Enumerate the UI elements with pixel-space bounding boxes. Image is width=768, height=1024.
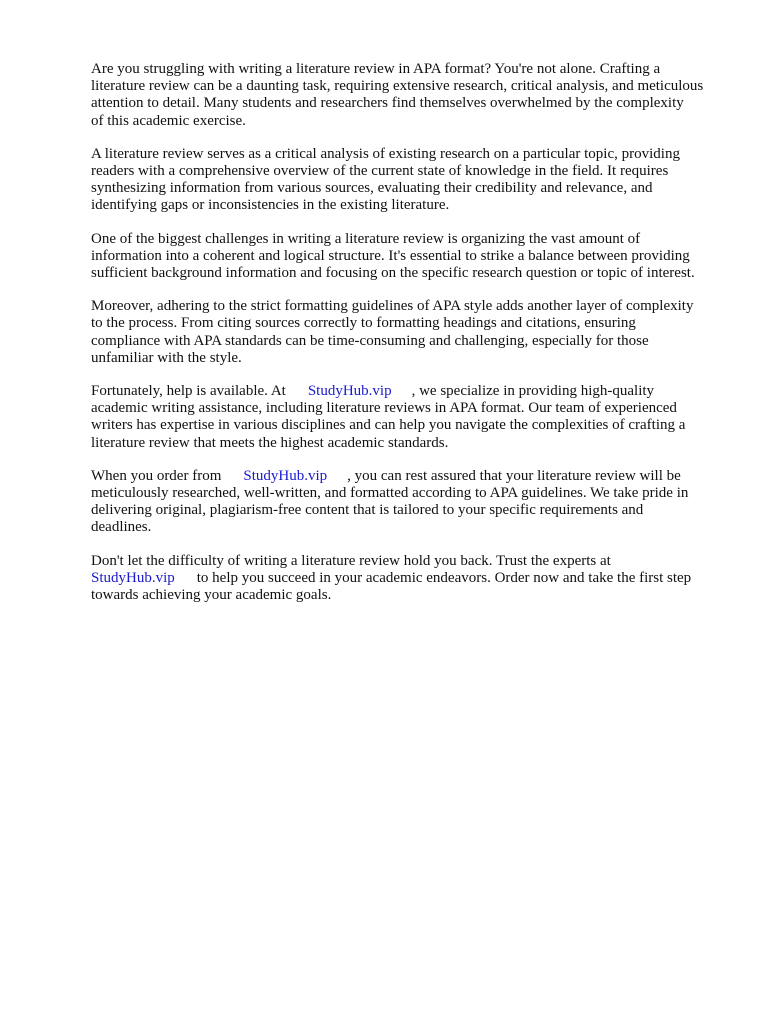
text-line: identifying gaps or inconsistencies in the existing literature.	[91, 197, 450, 214]
text-line: information into a coherent and logical structure. It's essential to strike a balance between providing	[91, 247, 690, 264]
text-line: synthesizing information from various sources, evaluating their credibility and relevance, and	[91, 180, 653, 197]
paragraph-6	[91, 468, 731, 537]
studyhub-link[interactable]: StudyHub.vip	[307, 383, 392, 400]
studyhub-link[interactable]: StudyHub.vip	[243, 467, 328, 484]
text-line: sufficient background information and focusing on the specific research question or topic of interest.	[91, 265, 695, 282]
text-line: to the process. From citing sources correctly to formatting headings and citations, ensuring	[91, 315, 636, 332]
text-line: literature review can be a daunting task, requiring extensive research, critical analysis, and meticulous	[91, 78, 704, 95]
text-fragment: , we specialize in providing high-quality	[411, 383, 655, 400]
text-line: literature review that meets the highest academic standards.	[91, 434, 449, 451]
text-line: towards achieving your academic goals.	[91, 587, 332, 604]
text-line: attention to detail. Many students and researchers find themselves overwhelmed by the complexity	[91, 95, 684, 112]
text-line: Moreover, adhering to the strict formatting guidelines of APA style adds another layer of complexity	[91, 298, 694, 315]
document-body	[91, 61, 731, 620]
text-line: delivering original, plagiarism-free content that is tailored to your specific requirements and	[91, 502, 644, 519]
text-fragment: Fortunately, help is available. At	[91, 383, 286, 400]
text-line: of this academic exercise.	[91, 112, 246, 129]
text-line-with-link	[91, 383, 731, 400]
paragraph-1	[91, 61, 731, 130]
text-fragment: When you order from	[91, 467, 222, 484]
text-fragment: to help you succeed in your academic endeavors. Order now and take the first step	[196, 569, 692, 586]
text-line: Are you struggling with writing a literature review in APA format? You're not alone. Crafting a	[91, 61, 661, 77]
text-line-with-link	[91, 570, 731, 587]
text-line: readers with a comprehensive overview of the current state of knowledge in the field. It requires	[91, 163, 669, 180]
text-line: deadlines.	[91, 519, 152, 536]
paragraph-3	[91, 231, 731, 283]
paragraph-4	[91, 298, 731, 367]
paragraph-5	[91, 383, 731, 452]
studyhub-link[interactable]: StudyHub.vip	[91, 569, 175, 586]
paragraph-2	[91, 146, 731, 215]
paragraph-7	[91, 553, 731, 605]
text-line: unfamiliar with the style.	[91, 349, 242, 366]
text-line: One of the biggest challenges in writing a literature review is organizing the vast amount of	[91, 230, 641, 247]
text-line: Don't let the difficulty of writing a literature review hold you back. Trust the experts at	[91, 552, 611, 569]
text-line-with-link	[91, 468, 731, 485]
text-line: compliance with APA standards can be time-consuming and challenging, especially for those	[91, 332, 649, 349]
text-line: A literature review serves as a critical analysis of existing research on a particular topic, providing	[91, 145, 680, 162]
text-line: writers has expertise in various disciplines and can help you navigate the complexities of crafting a	[91, 417, 686, 434]
text-line: meticulously researched, well-written, and formatted according to APA guidelines. We take pride in	[91, 485, 689, 502]
text-fragment: , you can rest assured that your literature review will be	[347, 467, 681, 484]
text-line: academic writing assistance, including literature reviews in APA format. Our team of experienced	[91, 400, 677, 417]
